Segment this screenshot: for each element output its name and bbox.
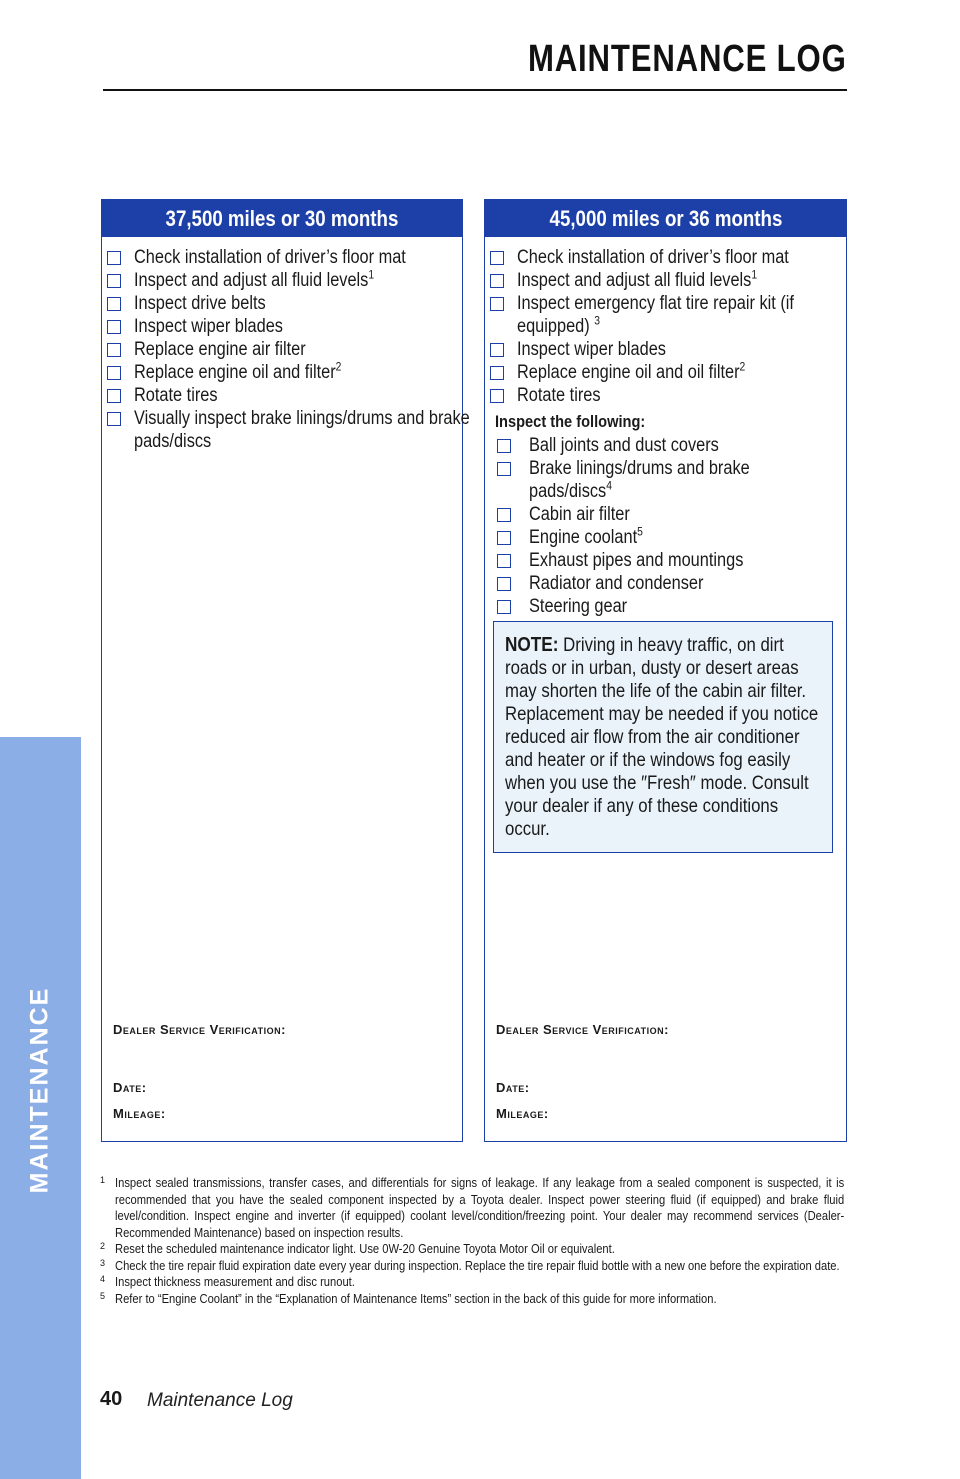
checkbox[interactable] bbox=[490, 366, 504, 380]
checkbox[interactable] bbox=[107, 412, 121, 426]
checkbox[interactable] bbox=[490, 297, 504, 311]
checkbox[interactable] bbox=[490, 251, 504, 265]
checklist-item: Rotate tires bbox=[107, 384, 458, 407]
checkbox[interactable] bbox=[107, 389, 121, 403]
note-box bbox=[493, 621, 833, 853]
date-label: Date: bbox=[496, 1080, 530, 1095]
checklist-item: Check installation of driver’s floor mat bbox=[490, 246, 842, 269]
footnotes bbox=[100, 1175, 846, 1307]
checkbox[interactable] bbox=[497, 462, 511, 476]
checklist-item: Steering gear bbox=[490, 595, 842, 618]
footnote-ref: 1 bbox=[751, 267, 758, 282]
checklist bbox=[107, 246, 470, 453]
mileage-label: Mileage: bbox=[113, 1106, 166, 1121]
checkbox[interactable] bbox=[107, 343, 121, 357]
checklist-item: Brake linings/drums and brake pads/discs$^4$ bbox=[490, 457, 842, 503]
checkbox[interactable] bbox=[107, 274, 121, 288]
checklist-item: Replace engine oil and oil filter$^2$ bbox=[490, 361, 842, 384]
footnote-ref: 1 bbox=[368, 267, 375, 282]
checkbox[interactable] bbox=[107, 297, 121, 311]
checklist-item: Inspect drive belts bbox=[107, 292, 458, 315]
checkbox[interactable] bbox=[497, 508, 511, 522]
checklist-item: Inspect and adjust all fluid levels$^1$ bbox=[490, 269, 842, 292]
interval-heading: 45,000 miles or 36 months bbox=[485, 200, 846, 237]
checklist bbox=[490, 246, 842, 618]
checklist-item: Inspect wiper blades bbox=[107, 315, 458, 338]
checklist-item: Replace engine air filter bbox=[107, 338, 458, 361]
section-side-tab-label: MAINTENANCE bbox=[25, 986, 54, 1194]
checklist-item: Inspect emergency flat tire repair kit (if equipped) $^3$ bbox=[490, 292, 842, 338]
inspect-subheading: Inspect the following: bbox=[495, 412, 646, 431]
interval-45000-panel bbox=[484, 199, 847, 1142]
interval-37500-panel bbox=[101, 199, 470, 1142]
dealer-verification-label: Dealer Service Verification: bbox=[113, 1022, 286, 1037]
checkbox[interactable] bbox=[107, 251, 121, 265]
checkbox[interactable] bbox=[490, 343, 504, 357]
page-number: 40 bbox=[100, 1388, 123, 1410]
footnote-ref: 4 bbox=[606, 478, 612, 493]
checkbox[interactable] bbox=[497, 554, 511, 568]
checklist-item: Radiator and condenser bbox=[490, 572, 842, 595]
footnote: 1 Inspect sealed transmissions, transfer cases, and differentials for signs of leakage. If any leakage from a sealed component is suspected, it is recommended that you have the sealed component inspected by a Toyota dealer. Inspect power steering fluid (if equipped) and brake fluid level/condition. Inspect engine and inverter (if equipped) coolant level/condition/freezing point. Your dealer may recommend services (Dealer-Recommended Maintenance) based on inspection results. bbox=[100, 1175, 845, 1240]
date-label: Date: bbox=[113, 1080, 147, 1095]
footnote: 4 Inspect thickness measurement and disc runout. bbox=[100, 1274, 355, 1289]
footnote: 5 Refer to “Engine Coolant” in the “Explanation of Maintenance Items” section in the back of this guide for more information. bbox=[100, 1290, 717, 1306]
note-text: NOTE: Driving in heavy traffic, on dirt roads or in urban, dusty or desert areas may shorten the life of the cabin air filter. Replacement may be needed if you notice reduced air flow from the air conditioner and heater or if the windows fog easily when you use the ″Fresh″ mode. Consult your dealer if any of these conditions occur. bbox=[505, 634, 819, 840]
title-rule bbox=[103, 89, 847, 91]
checklist-item: Exhaust pipes and mountings bbox=[490, 549, 842, 572]
interval-heading: 37,500 miles or 30 months bbox=[102, 200, 462, 237]
checklist-item: Inspect and adjust all fluid levels$^1$ bbox=[107, 269, 458, 292]
checklist-item: Visually inspect brake linings/drums and brake pads/discs bbox=[107, 407, 458, 453]
page-section-label: Maintenance Log bbox=[147, 1390, 293, 1411]
footnote: 2 Reset the scheduled maintenance indicator light. Use 0W-20 Genuine Toyota Motor Oil or equivalent. bbox=[100, 1241, 615, 1256]
checkbox[interactable] bbox=[490, 389, 504, 403]
footnote-ref: 2 bbox=[335, 359, 342, 374]
checklist-item: Replace engine oil and filter$^2$ bbox=[107, 361, 458, 384]
dealer-verification-label: Dealer Service Verification: bbox=[496, 1022, 669, 1037]
checklist-item: Rotate tires bbox=[490, 384, 842, 407]
footnote-ref: 3 bbox=[594, 313, 600, 328]
checkbox[interactable] bbox=[497, 600, 511, 614]
checklist-item: Check installation of driver’s floor mat bbox=[107, 246, 458, 269]
checkbox[interactable] bbox=[497, 531, 511, 545]
checklist-item: Ball joints and dust covers bbox=[490, 434, 842, 457]
checklist-item: Cabin air filter bbox=[490, 503, 842, 526]
checklist-item: Inspect wiper blades bbox=[490, 338, 842, 361]
note-label: NOTE: bbox=[505, 634, 559, 656]
footnote-ref: 5 bbox=[637, 524, 643, 539]
checkbox[interactable] bbox=[497, 577, 511, 591]
footnote: 3 Check the tire repair fluid expiration date every year during inspection. Replace the tire repair fluid bottle with a new one before the expiration date. bbox=[100, 1257, 840, 1273]
checkbox[interactable] bbox=[107, 366, 121, 380]
mileage-label: Mileage: bbox=[496, 1106, 549, 1121]
checklist-item: Engine coolant$^5$ bbox=[490, 526, 842, 549]
checkbox[interactable] bbox=[497, 439, 511, 453]
checkbox[interactable] bbox=[490, 274, 504, 288]
footnote-ref: 2 bbox=[739, 359, 746, 374]
page-title: MAINTENANCE LOG bbox=[528, 38, 847, 80]
checkbox[interactable] bbox=[107, 320, 121, 334]
